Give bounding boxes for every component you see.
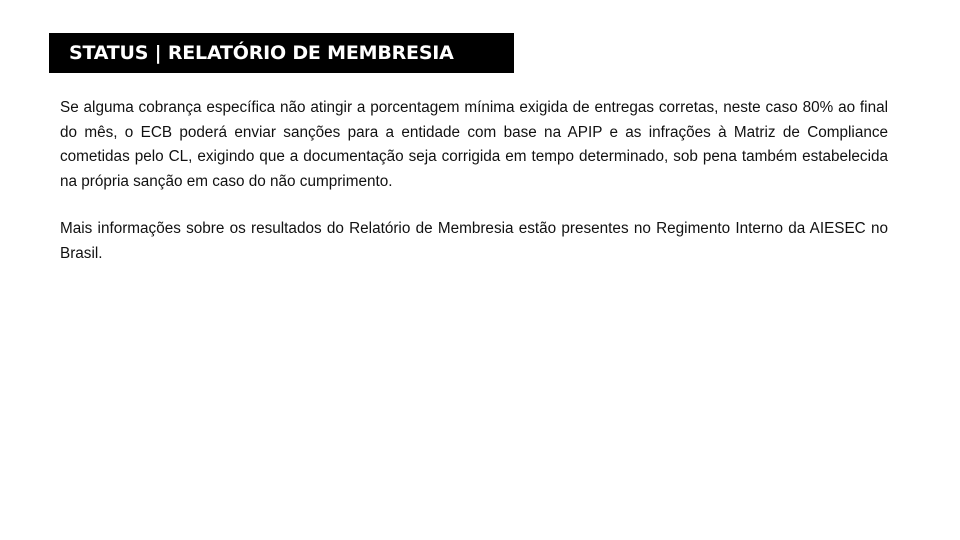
- paragraph-more-info: Mais informações sobre os resultados do Relatório de Membresia estão presentes no Regimento Interno da AIESEC no Brasil.: [60, 220, 888, 262]
- title-banner: [49, 33, 514, 73]
- slide-body: [60, 96, 888, 266]
- slide-title: STATUS | RELATÓRIO DE MEMBRESIA: [69, 42, 454, 64]
- paragraph-sanctions: Se alguma cobrança específica não atingir a porcentagem mínima exigida de entregas corretas, neste caso 80% ao final do mês, o ECB poderá enviar sanções para a entidade com base na APIP e as infrações à Matriz de Compliance cometidas pelo CL, exigindo que a documentação seja corrigida em tempo determinado, sob pena também estabelecida na própria sanção em caso do não cumprimento.: [60, 99, 888, 190]
